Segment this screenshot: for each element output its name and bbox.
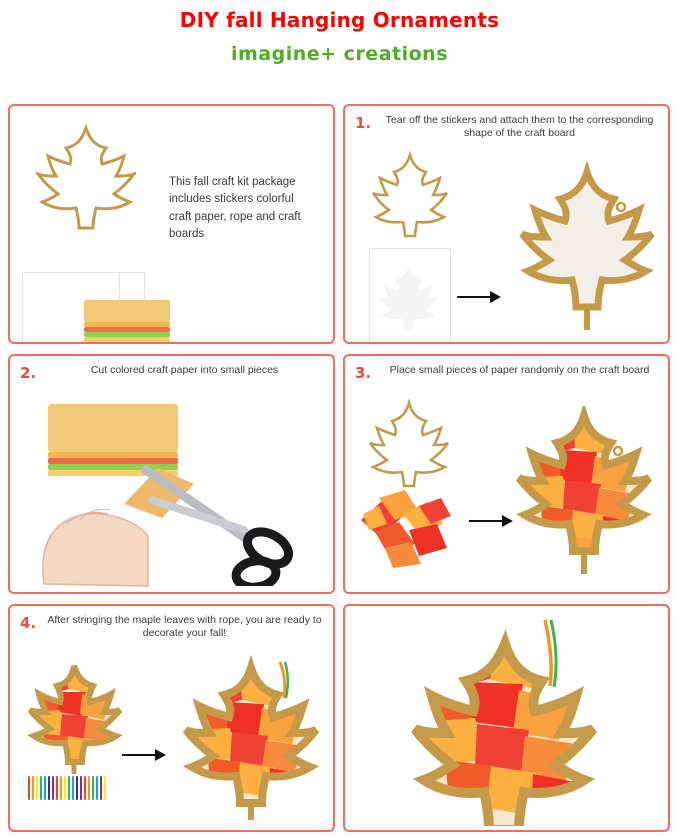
panel-step-1 [343,104,670,344]
leaf-board-icon [517,162,657,332]
paper-pieces-pile [357,484,465,570]
arrow-icon [457,296,499,298]
arrow-icon [469,520,511,522]
panel-step-4 [8,604,335,832]
step-description: Cut colored craft paper into small pieces [90,364,279,376]
step-description: Place small pieces of paper randomly on the craft board [389,364,650,376]
step-description: After stringing the maple leaves with rope, you are ready to decorate your fall! [47,614,322,640]
panel-intro [8,104,335,344]
leaf-outline-small-icon [367,398,451,490]
step-description: Tear off the stickers and attach them to the corresponding shape of the craft board [385,114,654,140]
step-number: 4. [20,614,37,632]
intro-description: This fall craft kit package includes stickers colorful craft paper, rope and craft boards [169,176,301,240]
leaf-final-icon [407,614,603,826]
page-title: DIY fall Hanging Ornaments [179,8,500,32]
arrow-icon [122,754,164,756]
step-number: 2. [20,364,37,382]
step-number: 1. [355,114,372,132]
rope-bundle [28,776,110,800]
brand-subtitle: imagine+ creations [230,43,449,65]
scissors-icon [140,456,320,586]
panel-grid [8,104,671,832]
leaf-outline-icon [36,120,136,230]
panel-step-2 [8,354,335,594]
craft-paper-stack [84,300,170,342]
leaf-mosaic-small-icon [24,658,124,774]
leaf-outline-small-icon [371,150,449,240]
poster [0,8,679,837]
panel-final [343,604,670,832]
leaf-finished-icon [180,654,322,822]
leaf-mosaic-icon [513,406,655,576]
step-number: 3. [355,364,372,382]
leaf-watermark-icon [377,262,441,332]
panel-step-3 [343,354,670,594]
